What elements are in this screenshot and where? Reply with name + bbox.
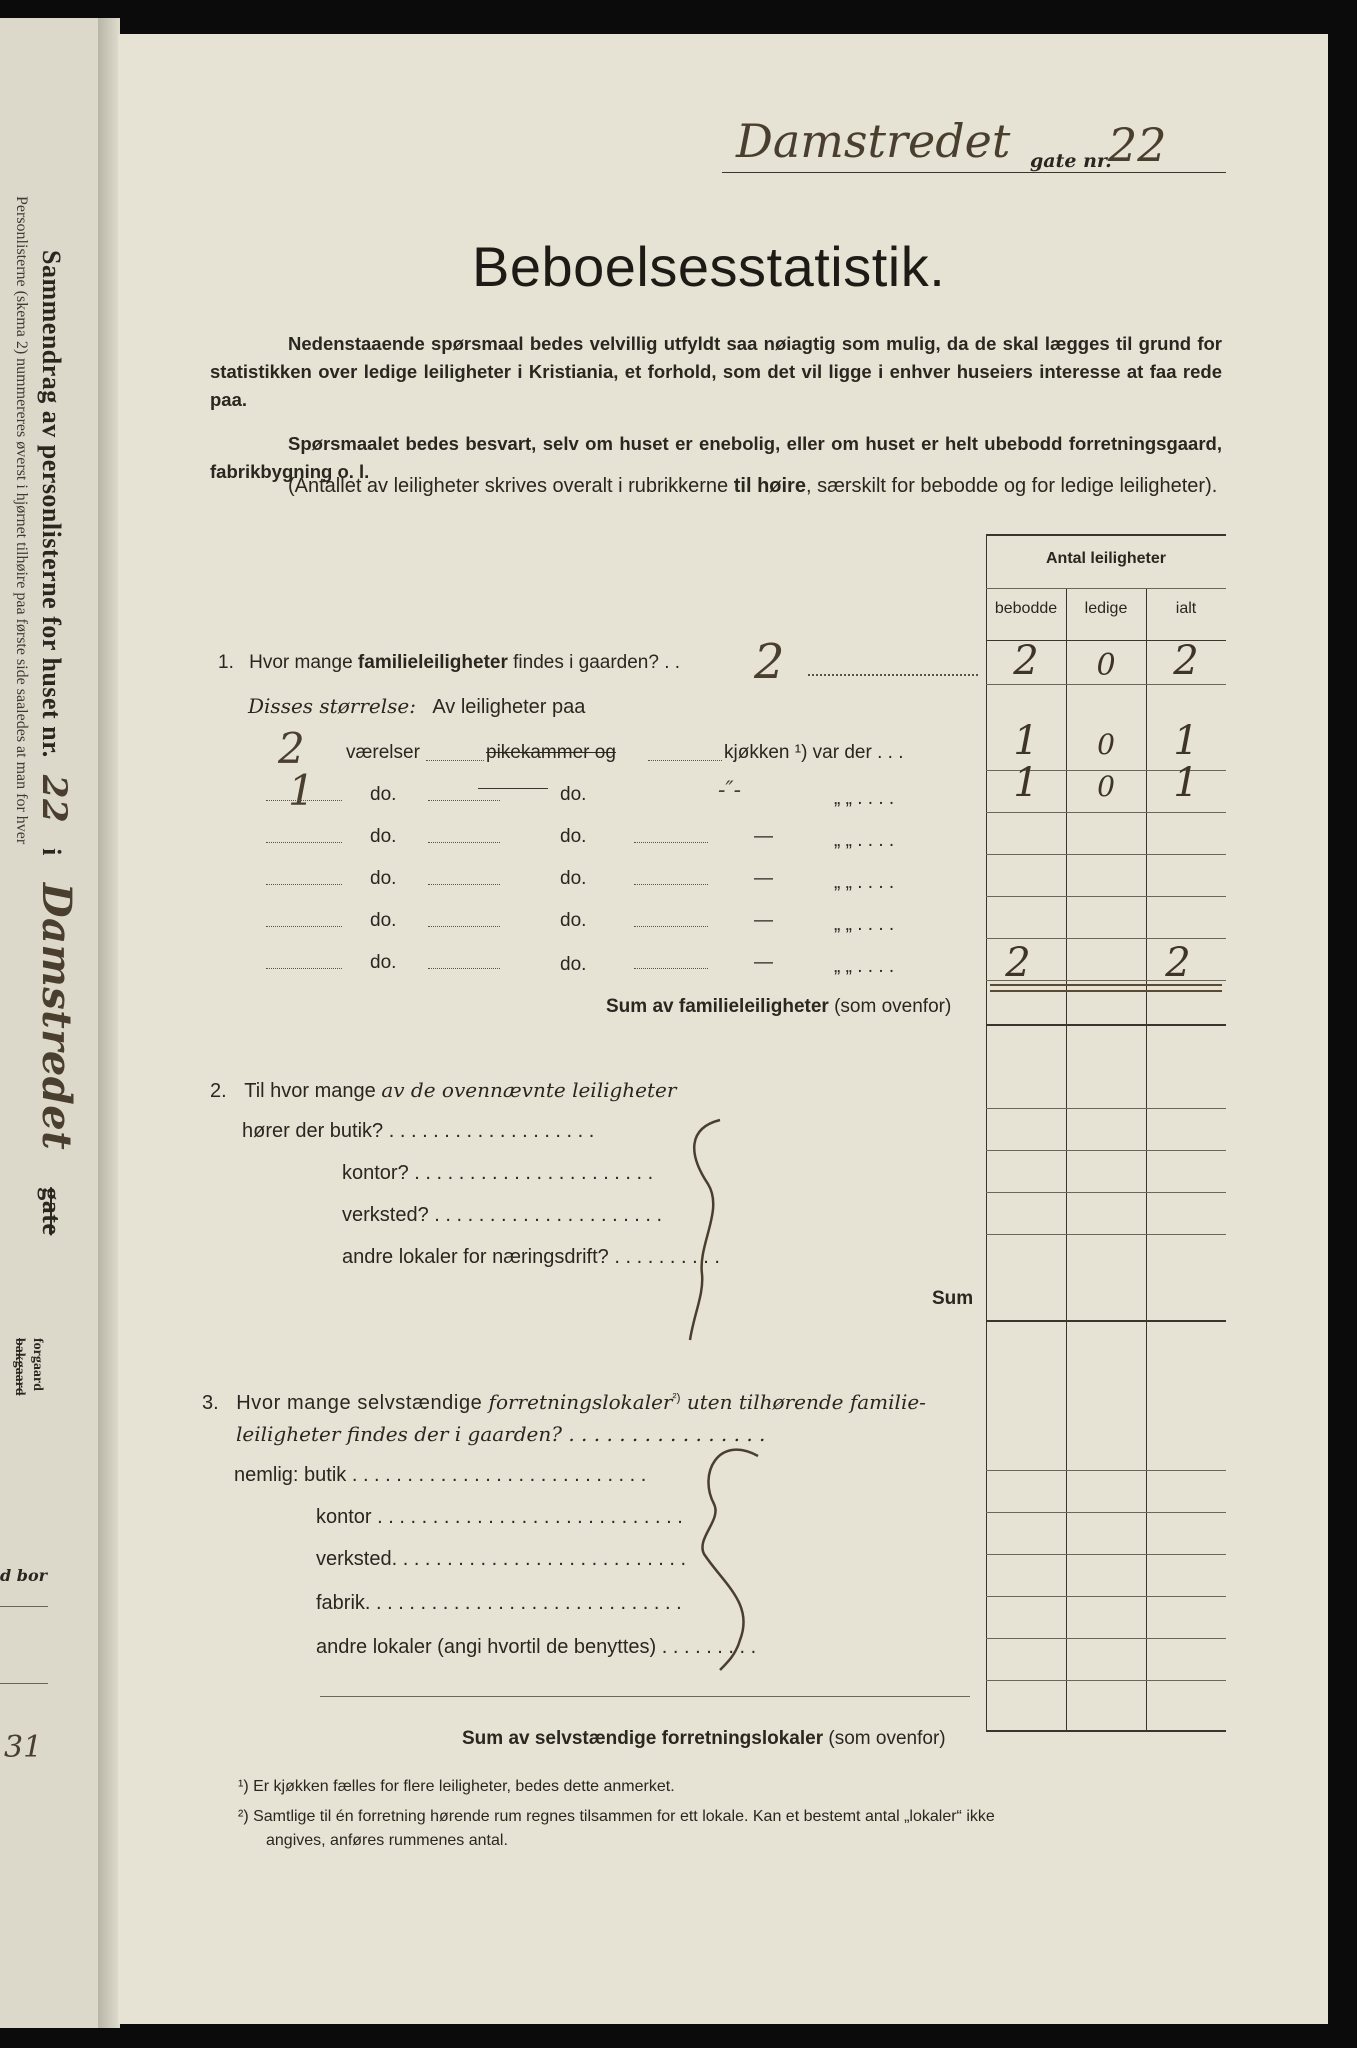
table-col-ialt: ialt [1175,600,1197,617]
size-row-4-quote: „ „ . . . . [834,872,895,893]
size-row-4-pike: do. [560,868,587,889]
table-row-rule [986,1596,1226,1597]
q3-line-2: leiligheter findes der i gaarden? . . . . . . . . . . . . . . . . [236,1422,766,1446]
table-row-rule [986,896,1226,897]
q1-size-label: Disses størrelse: Av leiligheter paa [248,694,586,718]
table-row-rule [986,1234,1226,1235]
size-row-5-pike: do. [560,910,587,931]
q1-sum-ialt: 2 [1165,940,1191,986]
street-name-handwritten: Damstredet [736,114,1011,168]
size-row-2-dots [428,800,500,801]
size-row-2-kitchen: -″- [718,778,742,803]
table-col-ledige: ledige [1084,600,1128,617]
house-number-handwritten: 22 [1108,118,1167,172]
page-title: Beboelsesstatistik. [472,235,946,298]
q1-question: 1. Hvor mange familieleiligheter findes i gaarden? . . [218,652,681,673]
gate-nr-label: gate nr. [1030,150,1112,172]
q1-sum-underline-2 [990,990,1222,992]
q1-sum-bebodde: 2 [1005,940,1031,986]
size-row-3-quote: „ „ . . . . [834,830,895,851]
q3-blank-rule [320,1696,970,1697]
size-row-1-kitchen: kjøkken ¹) var der . . . [724,742,904,763]
left-vertical-forgaard: forgaard bakgaard [12,1338,45,1396]
q2-brace-handwritten [658,1114,738,1344]
q2-kontor-line: kontor? . . . . . . . . . . . . . . . . . . . . . . [342,1162,654,1184]
q3-question: 3. Hvor mange selvstændige forretningslokaler$^{^2)}$ uten tilhørende familie- [202,1390,926,1414]
size-row-2-num-dots [266,800,342,801]
table-row-rule [986,1554,1226,1555]
q3-andre-line: andre lokaler (angi hvortil de benyttes) . . . . . . . . . [316,1636,757,1658]
q3-sum-label: Sum av selvstændige forretningslokaler (som ovenfor) [462,1728,946,1749]
size-row-2-ledige: 0 [1097,770,1115,803]
size-row-1-room-label: værelser [346,742,420,763]
q3-kontor-line: kontor . . . . . . . . . . . . . . . . . . . . . . . . . . . . [316,1506,683,1528]
table-row-rule [986,1680,1226,1681]
q1-value-ledige: 0 [1096,648,1116,683]
size-row-4-kitchen-dots [634,884,708,885]
size-row-1-dots [426,760,484,761]
footnote-1: ¹) Er kjøkken fælles for flere leiligheter, bedes dette anmerket. [238,1778,675,1795]
table-header-divider [986,588,1226,589]
table-row-rule [986,684,1226,685]
size-row-4-kitchen: — [754,868,773,889]
q2-sum-label: Sum [932,1288,974,1309]
left-rule-2 [0,1683,48,1684]
table-row-rule [986,1512,1226,1513]
footnote-2b: angives, anføres rummenes antal. [266,1832,508,1849]
size-row-2-pike: do. [560,784,587,805]
size-row-1-kitchen-dots [648,760,722,761]
table-title: Antal leiligheter [1045,550,1167,567]
table-col-bebodde: bebodde [994,600,1058,617]
size-row-2-quote: „ „ . . . . [834,788,895,809]
table-left-border [986,534,987,1732]
size-row-6-quote: „ „ . . . . [834,956,895,977]
page-fold [98,18,120,2028]
left-page [0,18,112,2028]
size-row-3-dots [428,842,500,843]
table-row-rule [986,812,1226,813]
size-row-5-num-dots [266,926,342,927]
size-row-5-kitchen: — [754,910,773,931]
q2-butik-line: hører der butik? . . . . . . . . . . . . . . . . . . . [242,1120,595,1142]
size-row-4-room-label: do. [370,868,397,889]
size-row-5-room-label: do. [370,910,397,931]
left-rule-1 [0,1606,48,1607]
table-section-rule [986,1024,1226,1026]
size-row-6-kitchen-dots [634,968,708,969]
size-row-6-kitchen: — [754,952,773,973]
size-row-3-num-dots [266,842,342,843]
size-row-1-ialt: 1 [1173,718,1199,764]
table-row-rule [986,1108,1226,1109]
q2-verksted-line: verksted? . . . . . . . . . . . . . . . . . . . . . [342,1204,663,1226]
size-row-5-dots [428,926,500,927]
q2-andre-line: andre lokaler for næringsdrift? . . . . . . . . . . [342,1246,720,1268]
q3-verksted-line: verksted. . . . . . . . . . . . . . . . . . . . . . . . . . . [316,1548,687,1570]
q1-value-ialt: 2 [1173,638,1199,684]
size-row-3-kitchen: — [754,826,773,847]
table-col-divider-2 [1146,588,1147,1732]
intro-paragraph-3: (Antallet av leiligheter skrives overalt i rubrikkerne til høire, særskilt for bebodde og for ledige leiligheter). [288,475,1218,497]
size-row-1-bebodde: 1 [1013,718,1039,764]
q1-leader-dots [808,674,978,676]
size-row-5-kitchen-dots [634,926,708,927]
size-row-3-kitchen-dots [634,842,708,843]
size-row-2-rooms: 1 [288,766,315,815]
intro-paragraph-2: Spørsmaalet bedes besvart, selv om huset er enebolig, eller om huset er helt ubebodd forretningsgaard, fabrikbygning o. l. [210,433,1222,482]
table-row-rule [986,1470,1226,1471]
q3-nemlig-line: nemlig: butik . . . . . . . . . . . . . . . . . . . . . . . . . . . [234,1464,647,1486]
size-row-2-bebodde: 1 [1013,760,1039,806]
size-row-5-quote: „ „ . . . . [834,914,895,935]
q2-question: 2. Til hvor mange av de ovennævnte leiligheter [210,1078,677,1102]
size-row-1-rooms: 2 [278,724,305,773]
form-page [118,34,1328,2024]
q1-sum-label: Sum av familieleiligheter (som ovenfor) [606,996,952,1017]
left-vertical-small-text: Personlisterne (skema 2) nummereres øverst i hjørnet tilhøire paa første side saaledes at man for hver [13,196,30,845]
table-col-divider-1 [1066,588,1067,1732]
size-row-6-num-dots [266,968,342,969]
size-row-6-dots [428,968,500,969]
intro-paragraph-1: Nedenstaaende spørsmaal bedes velvillig utfyldt saa nøiagtig som mulig, da de skal lægges til grund for statistikken over ledige leiligheter i Kristiania, et forhold, som det vil ligge i enhver huseiers interesse at faa rede paa. [210,333,1222,410]
footnote-2: ²) Samtlige til én forretning hørende rum regnes tilsammen for ett lokale. Kan et bestemt antal „lokaler“ ikke [238,1808,995,1825]
size-row-1-ledige: 0 [1097,728,1115,761]
table-row-rule [986,1150,1226,1151]
header-rule [722,172,1226,173]
size-row-3-pike: do. [560,826,587,847]
left-fragment-bor: d bor [0,1566,48,1585]
table-section-rule [986,1320,1226,1322]
q3-brace-handwritten [658,1444,778,1674]
size-row-2-strike [478,788,548,789]
q3-fabrik-line: fabrik. . . . . . . . . . . . . . . . . . . . . . . . . . . . . [316,1592,682,1614]
size-row-1-pike: pikekammer og [486,742,616,763]
q1-value-bebodde: 2 [1013,638,1039,684]
table-top-rule [986,534,1226,536]
size-row-3-room-label: do. [370,826,397,847]
size-row-2-ialt: 1 [1173,760,1199,806]
table-row-rule [986,1192,1226,1193]
size-row-6-room-label: do. [370,952,397,973]
left-vertical-title: Sammendrag av personlisterne for huset nr. 22 i Damstredet gate [33,250,80,1236]
size-row-6-pike: do. [560,954,587,975]
q1-answer-handwritten: 2 [754,634,785,690]
size-row-4-dots [428,884,500,885]
table-row-rule [986,938,1226,939]
size-row-2-room-label: do. [370,784,397,805]
size-row-4-num-dots [266,884,342,885]
q1-sum-underline-1 [990,984,1222,986]
table-row-rule [986,1638,1226,1639]
table-bottom-rule [986,1730,1226,1732]
left-fragment-31: 31 [4,1730,43,1765]
table-row-rule [986,854,1226,855]
